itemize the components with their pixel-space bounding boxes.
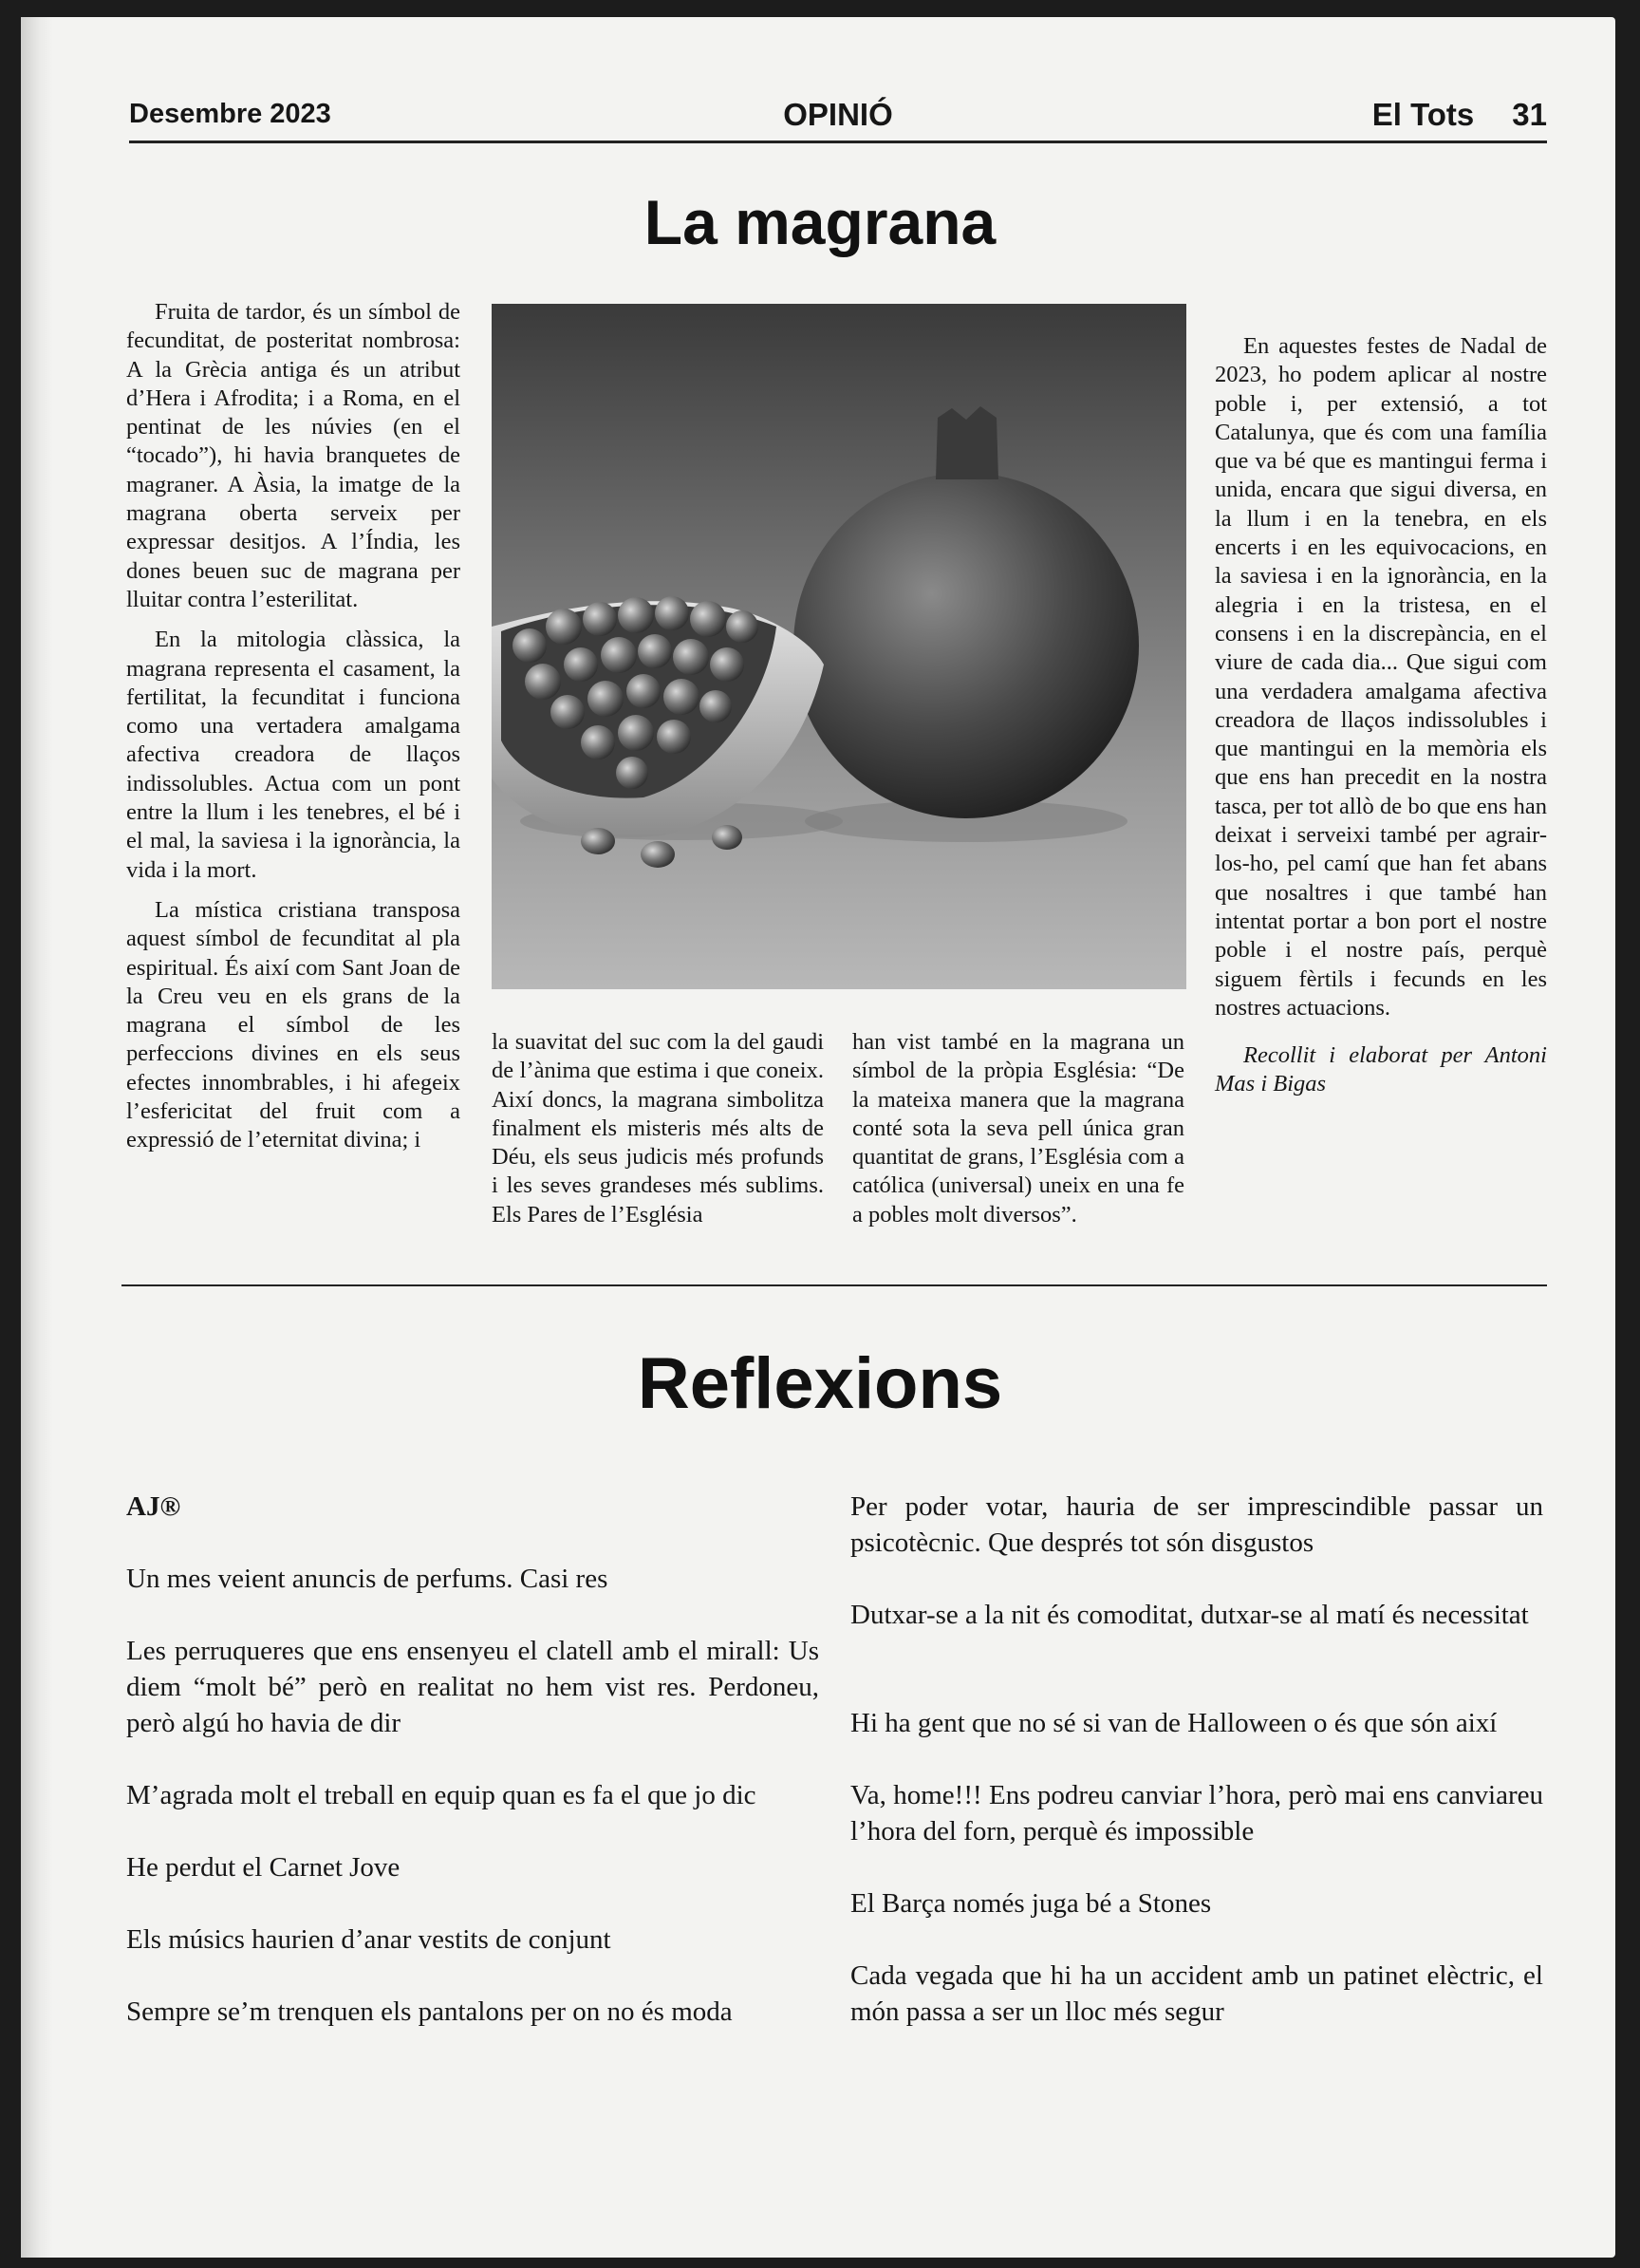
reflexion-item: Cada vegada que hi ha un accident amb un patinet elèctric, el món passa a ser un lloc més segur (850, 1960, 1543, 2027)
article-paragraph: En la mitologia clàssica, la magrana representa el casament, la fertilitat, la fecunditat i funciona como una vertadera amalgama afectiva creadora de llaços indissolubles. Actua com un pont entre la llum i les tenebres, el bé i el mal, la saviesa i la ignorància, la vida i la mort. (126, 627, 460, 883)
reflexions-column-left (126, 1489, 819, 2030)
reflexion-item: El Barça només juga bé a Stones (850, 1888, 1212, 1919)
page-number: 31 (1512, 97, 1547, 132)
article-paragraph: Fruita de tardor, és un símbol de fecunditat, de posteritat nombrosa: A la Grècia antiga és un atribut d’Hera i Afrodita; i a Roma, en el pentinat de les núvies (en el “tocado”), hi havia branquetes de magraner. A Àsia, la imatge de la magrana oberta serveix per expressar desitjos. A l’Índia, les dones beuen suc de magrana per lluitar contra l’esterilitat. (126, 299, 460, 612)
article-signature: Recollit i elaborat per Antoni Mas i Bigas (1215, 1042, 1547, 1097)
pomegranate-photo (492, 304, 1186, 989)
reflexion-item: Va, home!!! Ens podreu canviar l’hora, però mai ens canviareu l’hora del forn, perquè és impossible (850, 1780, 1543, 1846)
article-paragraph: La mística cristiana transposa aquest símbol de fecunditat al pla espiritual. És així com Sant Joan de la Creu veu en els grans de la magrana el símbol de les perfeccions divines en els seus efectes innombrables, i hi afegeix l’esfericitat del fruit com a expressió de l’eternitat divina; i (126, 896, 460, 1153)
article-column-2 (492, 1028, 824, 1229)
article-paragraph: En aquestes festes de Nadal de 2023, ho podem aplicar al nostre poble i, per extensió, a tot Catalunya, que és com una família que va bé que es mantingui ferma i unida, encara que sigui diversa, en la llum i en la tenebra, en els encerts i en les equivocacions, en la saviesa i en la ignorància, en la alegria i en la tristesa, en el consens i en la discrepància, en el viure de cada dia... Que sigui com una verdadera amalgama afectiva creadora de llaços indissolubles i que mantingui en la memòria els que ens han precedit en la nostra tasca, per tot allò de bo que ens han deixat i serveixi també per agrair-los-ho, pel camí que han fet abans que nosaltres i que també han intentat portar a bon port el nostre poble i el nostre país, perquè siguem fèrtils i fecunds en les nostres actuacions. (1215, 333, 1547, 1021)
header-publication: El Tots (1371, 97, 1475, 132)
reflexion-item: Sempre se’m trenquen els pantalons per on no és moda (126, 1996, 733, 2027)
article-column-4 (1215, 332, 1547, 1099)
article-paragraph: han vist també en la magrana un símbol de la pròpia Església: “De la mateixa manera que la magrana conté sota la seva pell única gran quantitat de grans, l’Església com a católica (universal) uneix en una fe a pobles molt diversos”. (852, 1029, 1184, 1228)
reflexions-author: AJ® (126, 1491, 181, 1522)
page-header (129, 93, 1547, 143)
reflexion-item: Per poder votar, hauria de ser imprescindible passar un psicotècnic. Que després tot són disgustos (850, 1491, 1543, 1558)
article-column-1 (126, 298, 460, 1155)
article-paragraph: la suavitat del suc com la del gaudi de l’ànima que estima i que coneix. Així doncs, la magrana simbolitza finalment els misteris més alts de Déu, els seus judicis més profunds i les seves grandeses més sublims. Els Pares de l’Església (492, 1029, 824, 1228)
reflexion-item: Hi ha gent que no sé si van de Halloween o és que són així (850, 1708, 1498, 1738)
section-divider (121, 1284, 1547, 1286)
reflexion-item: He perdut el Carnet Jove (126, 1852, 401, 1883)
reflexion-item: Les perruqueres que ens ensenyeu el clatell amb el mirall: Us diem “molt bé” però en realitat no hem vist res. Perdoneu, però algú ho havia de dir (126, 1636, 819, 1738)
whole-pomegranate (793, 473, 1139, 818)
pomegranate-illustration (492, 304, 1186, 989)
header-publication-block (1372, 97, 1547, 133)
reflexions-column-right (850, 1489, 1543, 2030)
pomegranate-crown (936, 406, 998, 479)
reflexion-item: Els músics haurien d’anar vestits de conjunt (126, 1924, 611, 1955)
header-section: OPINIÓ (783, 97, 893, 132)
header-date: Desembre 2023 (129, 99, 331, 129)
reflexion-item: M’agrada molt el treball en equip quan es fa el que jo dic (126, 1780, 756, 1810)
reflexions-title: Reflexions (637, 1343, 1003, 1424)
reflexion-item: Dutxar-se a la nit és comoditat, dutxar-se al matí és necessitat (850, 1600, 1529, 1630)
article-title: La magrana (643, 187, 997, 257)
article-column-3 (852, 1028, 1184, 1229)
reflexion-item: Un mes veient anuncis de perfums. Casi res (126, 1564, 608, 1594)
page-binding-shadow (21, 17, 53, 2258)
